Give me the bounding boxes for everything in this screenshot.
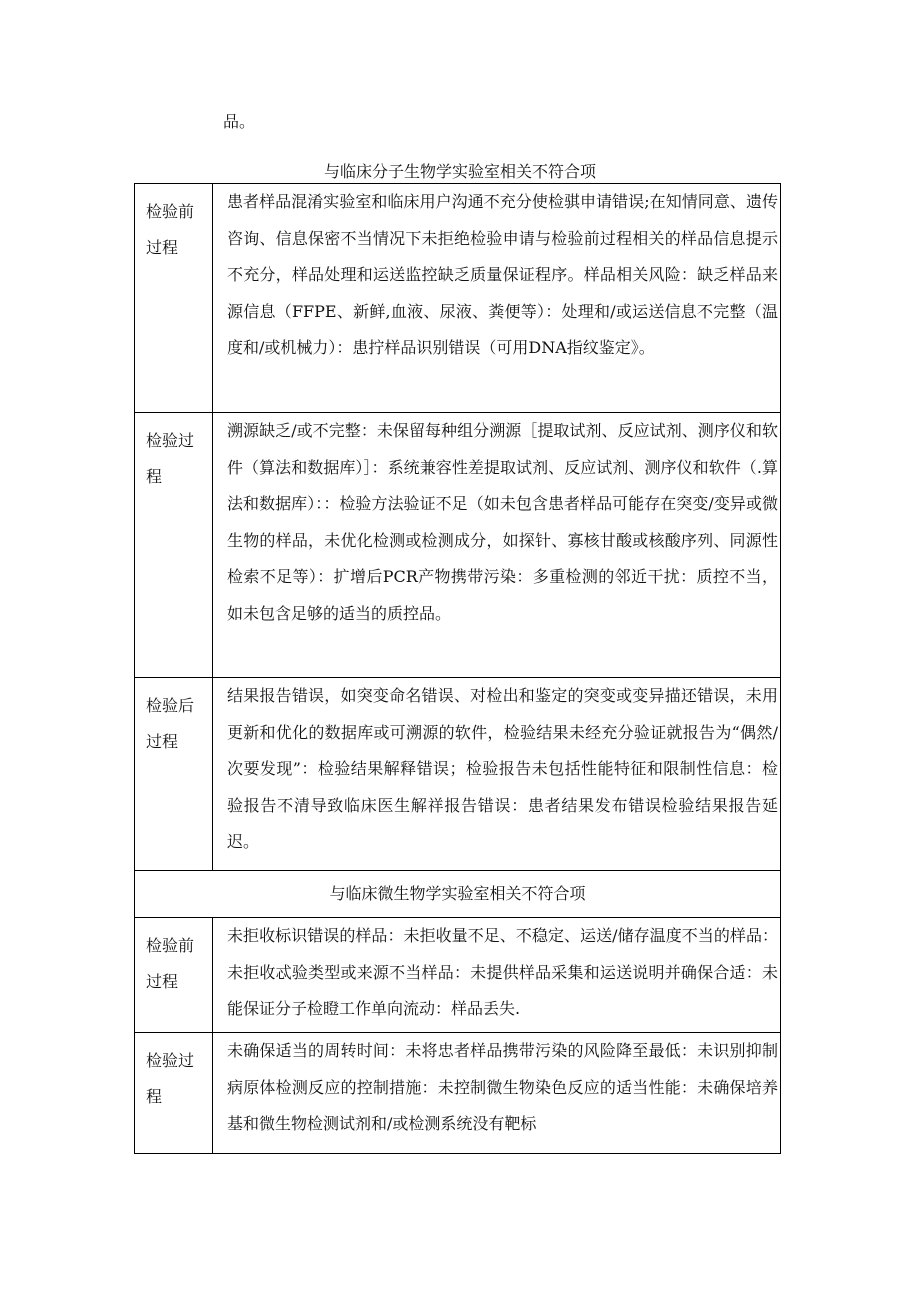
lead-text: 品。 [223, 112, 256, 131]
table-row [135, 918, 781, 1033]
micro-section-header: 与临床微生物学实验室相关不符合项 [135, 871, 781, 918]
row-label: 检验前过程 [135, 184, 213, 413]
row-text: 未确保适当的周转时间：未将忠者样品携带污染的风险降至最低：未识别抑制病原体检测反应的控制措施：未控制微生物染色反应的适当性能：未确保培养基和微生物检测试剂和/或检测系统没有靶标 [213, 1033, 781, 1154]
row-label: 检验后过程 [135, 678, 213, 871]
table-row [135, 184, 781, 413]
row-text: 溯源缺乏/或不完整：未保留每种组分溯源［提取试剂、反应试剂、测序仪和软件（算法和数据库）］：系统兼容性差提取试剂、反应试剂、测序仪和软件（.算法和数据库）：：检验方法验证不足（如未包含患者样品可能存在突变/变异或微生物的样品，未优化检测或检测成分，如探针、寡核甘酸或核酸序列、同源性检索不足等）：扩增后PCR产物携带污染：多重检测的邻近干扰：质控不当，如未包含足够的适当的质控品。 [213, 413, 781, 678]
section-header-row [135, 871, 781, 918]
table-row [135, 413, 781, 678]
row-label: 检验过程 [135, 1033, 213, 1154]
row-label: 检验前过程 [135, 918, 213, 1033]
row-text: 未拒收标识错误的样品：未拒收量不足、不稳定、运送/储存温度不当的样品：未拒收忒验类型或来源不当样品：未提供样品采集和运送说明并确保合适：未能保证分子检瞪工作单向流动：样品丢失. [213, 918, 781, 1033]
nonconformity-table [134, 183, 781, 1154]
row-text: 患者样品混淆实验室和临床用户沟通不充分使检骐申请错误;在知情同意、遗传咨询、信息保密不当情况下未拒绝检验申请与检验前过程相关的样品信息提示不充分，样品处理和运送监控缺乏质量保证程序。样品相关风险：缺乏样品来源信息（FFPE、新鲜,血液、尿液、粪便等）：处理和/或运送信息不完整（温度和/或机械力）：患拧样品识别错误（可用DNA指纹鉴定》。 [213, 184, 781, 413]
row-label: 检验过程 [135, 413, 213, 678]
table-caption: 与临床分子生物学实验室相关不符合项 [323, 162, 596, 181]
table-row [135, 678, 781, 871]
row-text: 结果报告错误，如突变命名错误、对检出和鉴定的突变或变异描还错误，未用更新和优化的数据库或可溯源的软件，检验结果未经充分验证就报告为“偶然/次要发现”：检验结果解释错误；检验报告未包括性能特征和限制性信息：检验报告不清导致临床医生解祥报告错误：患者结果发布错误检验结果报告延迟。 [213, 678, 781, 871]
table-row [135, 1033, 781, 1154]
